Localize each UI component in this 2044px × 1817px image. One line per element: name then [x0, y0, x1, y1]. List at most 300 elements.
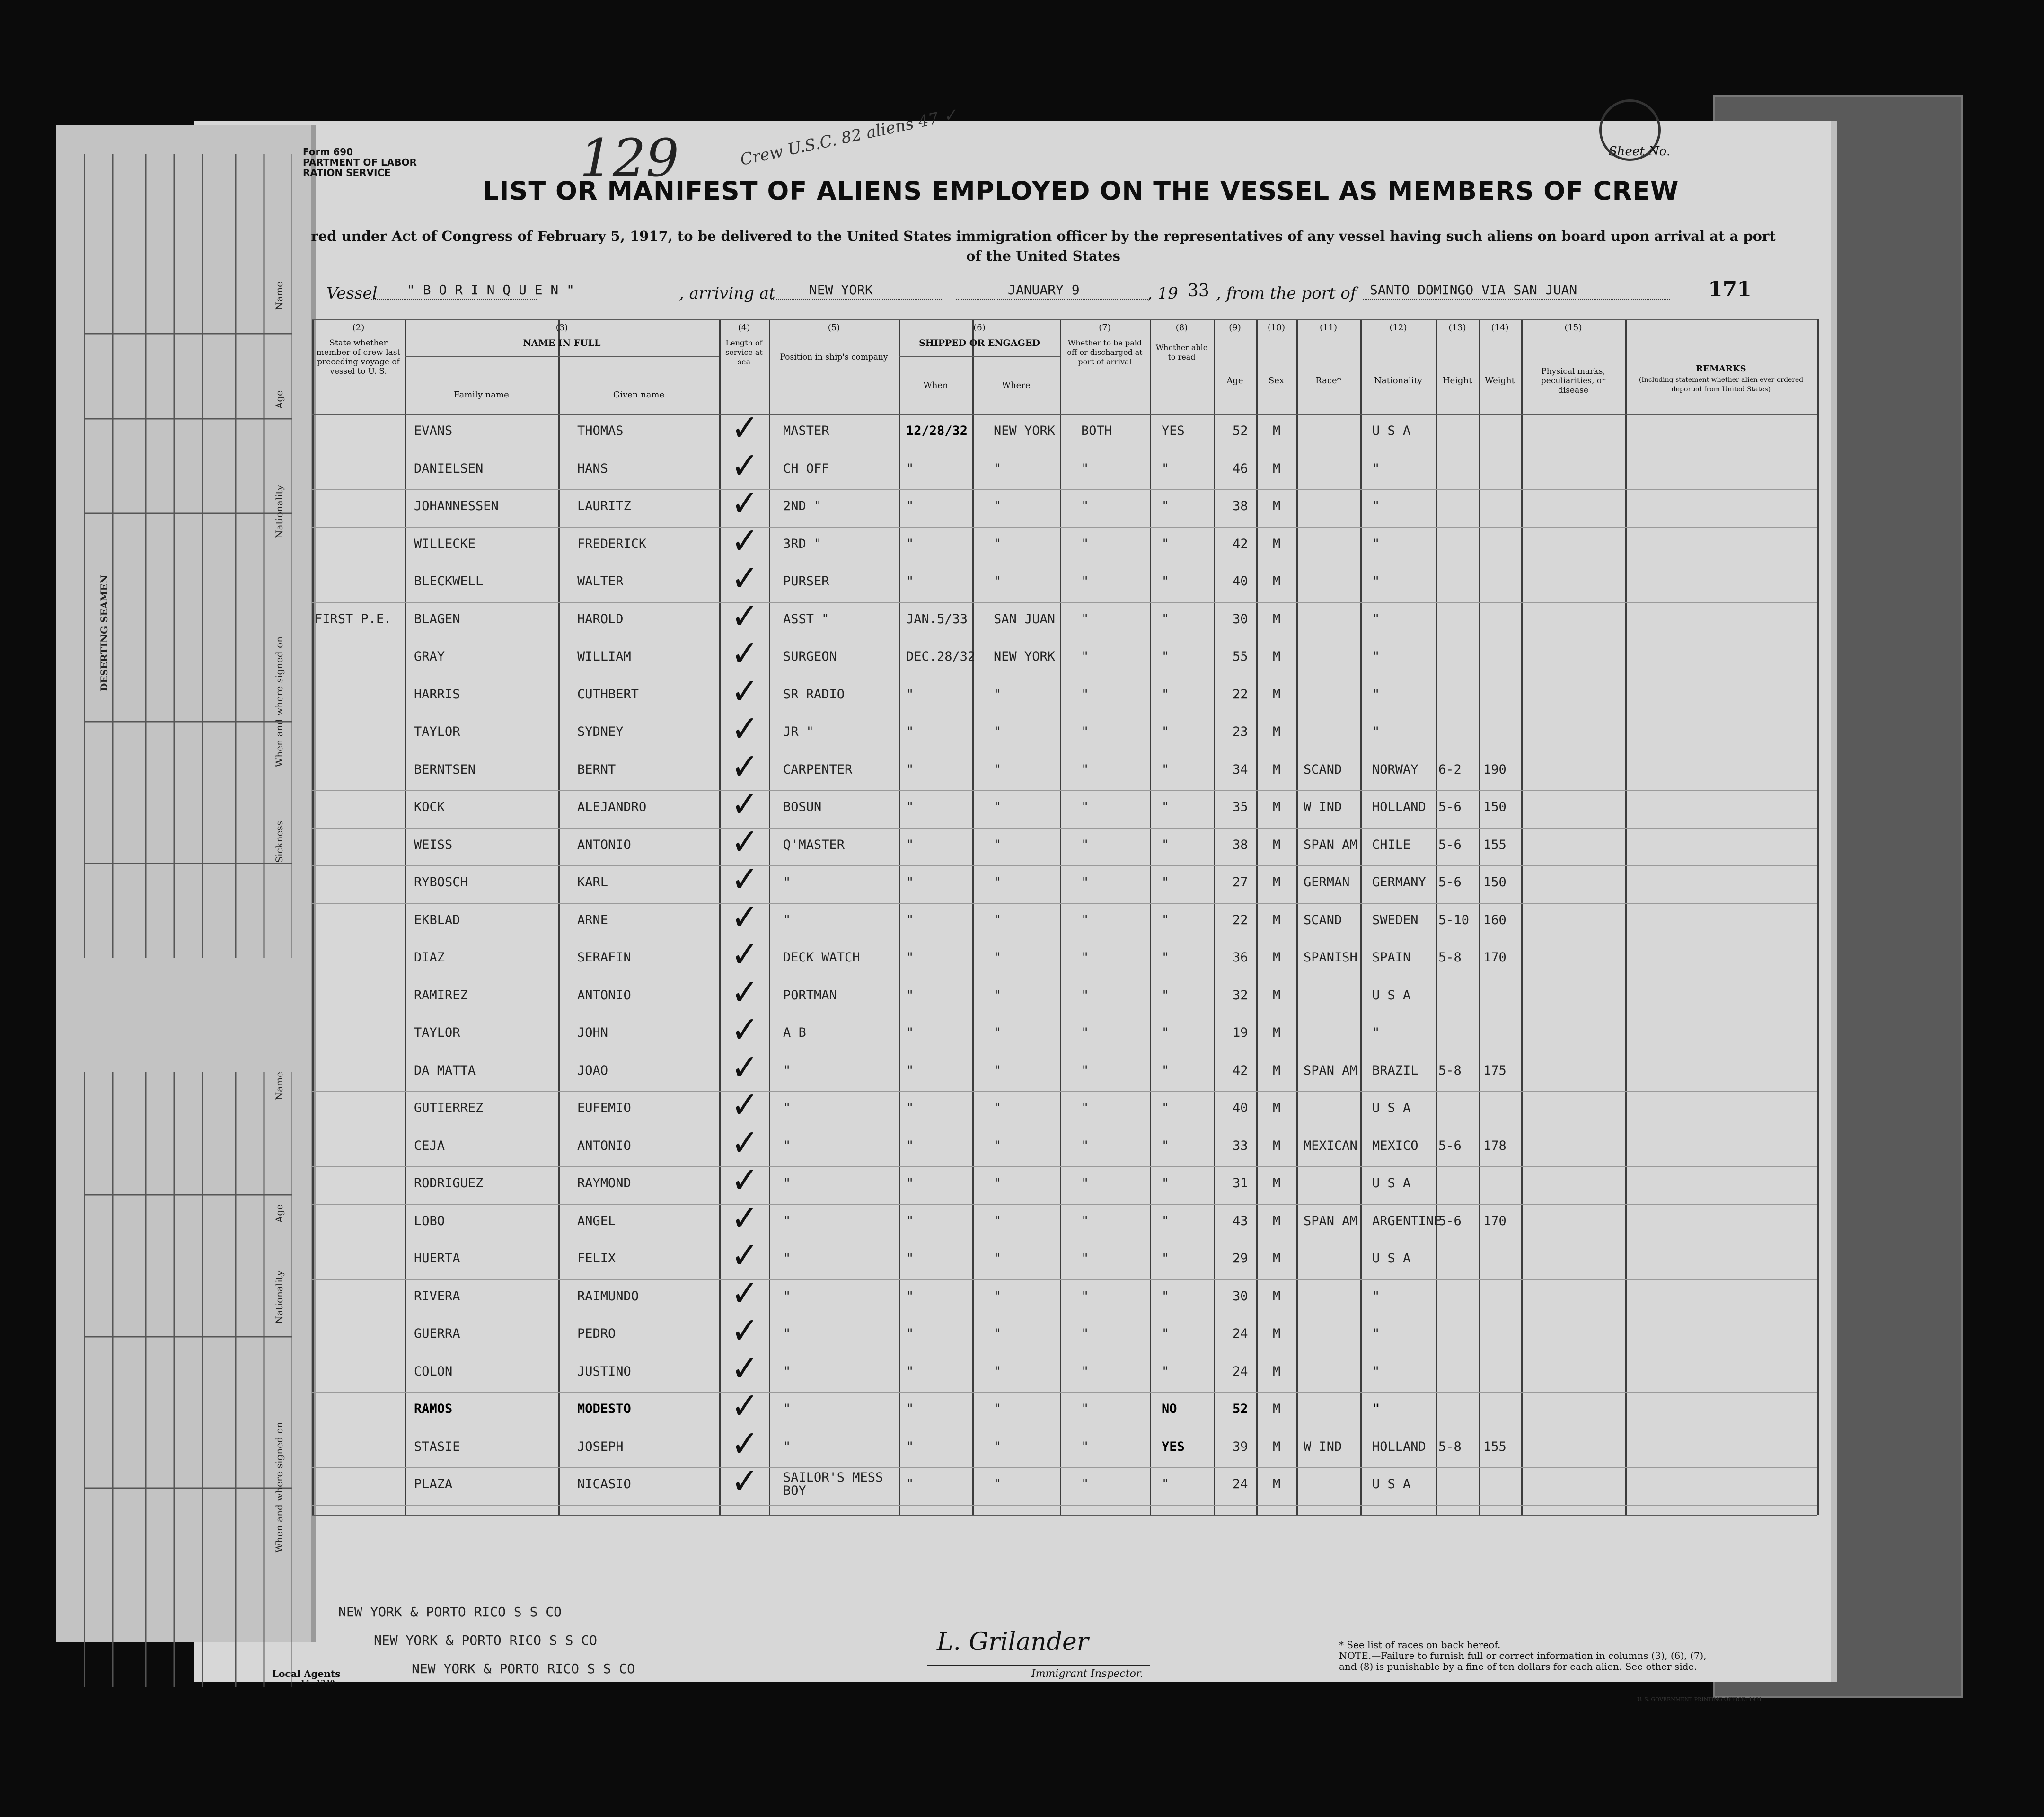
cell-given-name: ALEJANDRO: [577, 800, 647, 814]
cell-given-name: JOHN: [577, 1025, 608, 1040]
cell-where: ": [994, 536, 1002, 551]
cell-where: ": [994, 1176, 1002, 1191]
cell-nationality: ": [1372, 1025, 1380, 1040]
col-head-age: Age: [1226, 376, 1243, 386]
table-row: [312, 933, 1817, 979]
cell-position: JR ": [783, 724, 814, 739]
cell-given-name: PEDRO: [577, 1326, 616, 1341]
cell-where: ": [994, 800, 1002, 814]
cell-paid-off: ": [1081, 837, 1089, 852]
cell-age: 31: [1233, 1176, 1248, 1191]
cell-position: ": [783, 1364, 791, 1379]
cell-given-name: MODESTO: [577, 1402, 631, 1416]
cell-when: ": [906, 1063, 914, 1078]
cell-nationality: U S A: [1372, 1101, 1411, 1115]
footnote-races: * See list of races on back hereof.: [1339, 1639, 1501, 1650]
cell-age: 19: [1233, 1025, 1248, 1040]
cell-when: ": [906, 461, 914, 476]
year-prefix: , 19: [1147, 284, 1178, 303]
cell-position: SURGEON: [783, 649, 837, 664]
cell-position: ": [783, 1213, 791, 1228]
col-num-3: (3): [555, 323, 568, 333]
cell-height: 5-6: [1438, 800, 1462, 814]
table-row: [312, 970, 1817, 1016]
service-check-icon: ✓: [731, 1422, 759, 1465]
cell-age: 39: [1233, 1439, 1248, 1454]
signature-line: [927, 1665, 1150, 1666]
col-num-2: (2): [352, 323, 365, 333]
stub-label-when-where-2: When and where signed on: [273, 1422, 285, 1553]
cell-read: ": [1162, 1251, 1170, 1266]
arrival-date: JANUARY 9: [1008, 282, 1080, 298]
cell-age: 38: [1233, 837, 1248, 852]
service-check-icon: ✓: [731, 970, 759, 1014]
col-num-5: (5): [828, 323, 840, 333]
cell-given-name: NICASIO: [577, 1477, 631, 1491]
cell-paid-off: ": [1081, 687, 1089, 702]
cell-family-name: WILLECKE: [414, 536, 476, 551]
table-row: [312, 1008, 1817, 1054]
cell-paid-off: ": [1081, 499, 1089, 513]
cell-paid-off: ": [1081, 1251, 1089, 1266]
cell-read: ": [1162, 1138, 1170, 1153]
cell-nationality: CHILE: [1372, 837, 1411, 852]
cell-race: SPANISH: [1304, 950, 1357, 965]
cell-read: ": [1162, 988, 1170, 1003]
cell-sex: M: [1273, 423, 1281, 438]
cell-family-name: BLAGEN: [414, 611, 460, 626]
cell-height: 5-6: [1438, 837, 1462, 852]
cell-given-name: SYDNEY: [577, 724, 624, 739]
cell-position: ": [783, 1063, 791, 1078]
cell-weight: 155: [1483, 837, 1507, 852]
form-number-block: [303, 147, 417, 178]
table-row: [312, 1196, 1817, 1242]
cell-nationality: ": [1372, 574, 1380, 589]
cell-paid-off: ": [1081, 1326, 1089, 1341]
cell-given-name: JUSTINO: [577, 1364, 631, 1379]
cell-position: ": [783, 1251, 791, 1266]
cell-position: ASST ": [783, 611, 829, 626]
cell-family-name: BERNTSEN: [414, 762, 476, 777]
cell-read: ": [1162, 1063, 1170, 1078]
sheet-no-label: Sheet No.: [1609, 144, 1671, 159]
stub-label-name: Name: [273, 282, 285, 310]
cell-height: 5-6: [1438, 1213, 1462, 1228]
table-row: [312, 632, 1817, 678]
cell-weight: 150: [1483, 875, 1507, 890]
cell-nationality: ": [1372, 1364, 1380, 1379]
table-row: [312, 1234, 1817, 1279]
service-check-icon: ✓: [731, 481, 759, 525]
col-head-family: Family name: [454, 390, 509, 400]
cell-when: ": [906, 499, 914, 513]
cell-age: 27: [1233, 875, 1248, 890]
cell-nationality: U S A: [1372, 423, 1411, 438]
service-check-icon: ✓: [731, 1121, 759, 1164]
table-row: [312, 556, 1817, 602]
cell-when: ": [906, 762, 914, 777]
cell-when: ": [906, 1288, 914, 1304]
cell-where: ": [994, 1364, 1002, 1379]
cell-position: ": [783, 1138, 791, 1153]
cell-paid-off: ": [1081, 950, 1089, 965]
cell-family-name: RODRIGUEZ: [414, 1176, 484, 1191]
cell-where: ": [994, 762, 1002, 777]
cell-paid-off: ": [1081, 1213, 1089, 1228]
cell-given-name: FELIX: [577, 1251, 616, 1266]
cell-sex: M: [1273, 762, 1281, 777]
cell-when: ": [906, 950, 914, 965]
cell-paid-off: ": [1081, 1288, 1089, 1304]
cell-nationality: SWEDEN: [1372, 912, 1418, 927]
cell-where: ": [994, 1326, 1002, 1341]
cell-when: ": [906, 1251, 914, 1266]
cell-read: ": [1162, 875, 1170, 890]
cell-nationality: U S A: [1372, 988, 1411, 1003]
table-row: [312, 820, 1817, 866]
cell-when: JAN.5/33: [906, 611, 968, 626]
cell-family-name: RIVERA: [414, 1288, 460, 1304]
table-row: [312, 670, 1817, 715]
form-service: RATION SERVICE: [303, 167, 391, 178]
stub-label-nationality: Nationality: [273, 485, 285, 538]
cell-position: ": [783, 912, 791, 927]
cell-nationality: ": [1372, 1402, 1380, 1416]
cell-sex: M: [1273, 1063, 1281, 1078]
cell-age: 29: [1233, 1251, 1248, 1266]
col-num-10: (10): [1268, 323, 1285, 333]
cell-where: ": [994, 724, 1002, 739]
cell-sex: M: [1273, 1025, 1281, 1040]
cell-nationality: ": [1372, 536, 1380, 551]
service-check-icon: ✓: [731, 1083, 759, 1127]
col-head-prev-voyage: State whether member of crew last preceding voyage of vessel to U. S.: [316, 338, 401, 376]
vessel-row: [326, 277, 1784, 304]
cell-when: ": [906, 1439, 914, 1454]
cell-race: SCAND: [1304, 912, 1342, 927]
cell-paid-off: ": [1081, 724, 1089, 739]
cell-race: SPAN AM: [1304, 837, 1357, 852]
cell-paid-off: ": [1081, 1101, 1089, 1115]
cell-when: ": [906, 1402, 914, 1416]
table-row: [312, 519, 1817, 565]
stub-label-age: Age: [273, 390, 285, 409]
cell-sex: M: [1273, 1213, 1281, 1228]
agent-line-2: NEW YORK & PORTO RICO S S CO: [374, 1632, 598, 1648]
cell-given-name: LAURITZ: [577, 499, 631, 513]
cell-nationality: GERMANY: [1372, 875, 1426, 890]
cell-when: ": [906, 687, 914, 702]
service-check-icon: ✓: [731, 1158, 759, 1202]
cell-when: ": [906, 1176, 914, 1191]
cell-where: NEW YORK: [994, 649, 1056, 664]
cell-sex: M: [1273, 1402, 1281, 1416]
table-row: [312, 1158, 1817, 1204]
cell-nationality: ": [1372, 649, 1380, 664]
cell-paid-off: BOTH: [1081, 423, 1112, 438]
cell-nationality: U S A: [1372, 1176, 1411, 1191]
cell-race: MEXICAN: [1304, 1138, 1357, 1153]
cell-race: SPAN AM: [1304, 1063, 1357, 1078]
cell-nationality: ": [1372, 1288, 1380, 1304]
cell-when: ": [906, 1101, 914, 1115]
cell-given-name: WALTER: [577, 574, 624, 589]
col-head-where: Where: [1002, 380, 1031, 390]
cell-weight: 155: [1483, 1439, 1507, 1454]
cell-where: ": [994, 1025, 1002, 1040]
cell-sex: M: [1273, 1477, 1281, 1491]
stub-label-when-where: When and where signed on: [273, 636, 285, 767]
row-rule: [312, 319, 1817, 320]
cell-height: 5-6: [1438, 875, 1462, 890]
cell-sex: M: [1273, 649, 1281, 664]
cell-paid-off: ": [1081, 800, 1089, 814]
form-no: Form 690: [303, 146, 353, 158]
cell-sex: M: [1273, 611, 1281, 626]
cell-when: ": [906, 574, 914, 589]
cell-age: 42: [1233, 1063, 1248, 1078]
table-row: [312, 406, 1817, 452]
cell-sex: M: [1273, 837, 1281, 852]
cell-position: SR RADIO: [783, 687, 845, 702]
cell-paid-off: ": [1081, 536, 1089, 551]
cell-sex: M: [1273, 912, 1281, 927]
cell-position: SAILOR'S MESS BOY: [783, 1470, 883, 1498]
col-head-physical: Physical marks, peculiarities, or disease: [1541, 367, 1606, 395]
cell-given-name: ANGEL: [577, 1213, 616, 1228]
cell-family-name: TAYLOR: [414, 724, 460, 739]
col-head-position: Position in ship's company: [780, 353, 888, 362]
cell-sex: M: [1273, 687, 1281, 702]
cell-where: ": [994, 1402, 1002, 1416]
cell-given-name: ANTONIO: [577, 988, 631, 1003]
stub-grid-bottom: [84, 1072, 292, 1687]
cell-family-name: DANIELSEN: [414, 461, 484, 476]
table-row: [312, 1083, 1817, 1129]
cell-age: 46: [1233, 461, 1248, 476]
table-row: [312, 1121, 1817, 1167]
cell-family-name: KOCK: [414, 800, 445, 814]
arriving-label: , arriving at: [679, 284, 775, 303]
cell-family-name: RAMOS: [414, 1402, 453, 1416]
stub-label-name-2: Name: [273, 1072, 285, 1101]
cell-age: 22: [1233, 687, 1248, 702]
cell-where: ": [994, 1101, 1002, 1115]
local-agents-label: [272, 1668, 340, 1687]
cell-sex: M: [1273, 1138, 1281, 1153]
table-row: [312, 1384, 1817, 1430]
cell-position: CARPENTER: [783, 762, 853, 777]
cell-paid-off: ": [1081, 1439, 1089, 1454]
service-check-icon: ✓: [731, 745, 759, 788]
stub-label-sickness: Sickness: [273, 821, 285, 863]
cell-age: 40: [1233, 1101, 1248, 1115]
cell-where: ": [994, 912, 1002, 927]
inspector-label: Immigrant Inspector.: [1031, 1668, 1143, 1680]
cell-read: YES: [1162, 423, 1185, 438]
cell-family-name: DIAZ: [414, 950, 445, 965]
cell-position: PORTMAN: [783, 988, 837, 1003]
col-num-15: (15): [1564, 323, 1582, 333]
service-check-icon: ✓: [731, 1271, 759, 1314]
cell-weight: 170: [1483, 1213, 1507, 1228]
col-head-nationality: Nationality: [1374, 376, 1422, 386]
handwritten-number: 129: [580, 128, 679, 188]
cell-where: ": [994, 950, 1002, 965]
cell-height: 6-2: [1438, 762, 1462, 777]
cell-when: 12/28/32: [906, 423, 968, 438]
service-check-icon: ✓: [731, 707, 759, 750]
col-head-weight: Weight: [1485, 376, 1515, 386]
document-title: LIST OR MANIFEST OF ALIENS EMPLOYED ON THE VESSEL AS MEMBERS OF CREW: [483, 176, 1679, 206]
cell-race: W IND: [1304, 1439, 1342, 1454]
cell-where: ": [994, 499, 1002, 513]
vessel-label: Vessel: [326, 284, 378, 303]
cell-age: 30: [1233, 611, 1248, 626]
cell-sex: M: [1273, 536, 1281, 551]
cell-nationality: ": [1372, 499, 1380, 513]
footnote-note: NOTE.—Failure to furnish full or correct information in columns (3), (6), (7), and (8) is punishable by a fine of ten dollars for each alien. See other side.: [1339, 1650, 1707, 1672]
service-check-icon: ✓: [731, 1234, 759, 1277]
cell-nationality: BRAZIL: [1372, 1063, 1418, 1078]
cell-family-name: STASIE: [414, 1439, 460, 1454]
cell-sex: M: [1273, 1439, 1281, 1454]
cell-family-name: EVANS: [414, 423, 453, 438]
cell-weight: 160: [1483, 912, 1507, 927]
col-num-8: (8): [1175, 323, 1188, 333]
cell-sex: M: [1273, 724, 1281, 739]
cell-position: A B: [783, 1025, 806, 1040]
cell-family-name: EKBLAD: [414, 912, 460, 927]
cell-race: W IND: [1304, 800, 1342, 814]
cell-family-name: COLON: [414, 1364, 453, 1379]
col-num-13: (13): [1448, 323, 1466, 333]
arrival-port: NEW YORK: [809, 282, 873, 298]
col-head-paid-off: Whether to be paid off or discharged at port of arrival: [1067, 338, 1143, 366]
cell-given-name: EUFEMIO: [577, 1101, 631, 1115]
table-row: [312, 1347, 1817, 1393]
cell-nationality: ": [1372, 1326, 1380, 1341]
cell-where: ": [994, 687, 1002, 702]
col-head-shipped: SHIPPED OR ENGAGED: [919, 338, 1040, 348]
cell-age: 33: [1233, 1138, 1248, 1153]
cell-read: ": [1162, 1025, 1170, 1040]
cell-nationality: ": [1372, 461, 1380, 476]
cell-given-name: RAYMOND: [577, 1176, 631, 1191]
cell-read: ": [1162, 800, 1170, 814]
cell-nationality: ": [1372, 724, 1380, 739]
table-row: [312, 1046, 1817, 1092]
cell-height: 5-6: [1438, 1138, 1462, 1153]
cell-family-name: JOHANNESSEN: [414, 499, 499, 513]
table-row: [312, 707, 1817, 753]
cell-height: 5-8: [1438, 1439, 1462, 1454]
col-num-14: (14): [1491, 323, 1509, 333]
cell-paid-off: ": [1081, 1176, 1089, 1191]
cell-when: ": [906, 1364, 914, 1379]
service-check-icon: ✓: [731, 594, 759, 637]
cell-family-name: TAYLOR: [414, 1025, 460, 1040]
cell-age: 52: [1233, 423, 1248, 438]
cell-where: ": [994, 1439, 1002, 1454]
cell-read: ": [1162, 687, 1170, 702]
cell-height: 5-8: [1438, 1063, 1462, 1078]
cell-given-name: SERAFIN: [577, 950, 631, 965]
cell-read: ": [1162, 1326, 1170, 1341]
cell-sex: M: [1273, 800, 1281, 814]
cell-paid-off: ": [1081, 461, 1089, 476]
cell-height: 5-8: [1438, 950, 1462, 965]
row-rule: [312, 1515, 1817, 1516]
cell-when: ": [906, 875, 914, 890]
cell-read: ": [1162, 1477, 1170, 1491]
service-check-icon: ✓: [731, 670, 759, 713]
cell-sex: M: [1273, 461, 1281, 476]
cell-where: ": [994, 1288, 1002, 1304]
page-edge: [1831, 121, 1837, 1682]
cell-given-name: WILLIAM: [577, 649, 631, 664]
table-row: [312, 1422, 1817, 1468]
service-check-icon: ✓: [731, 1459, 759, 1503]
service-check-icon: ✓: [731, 857, 759, 901]
col-head-sex: Sex: [1268, 376, 1285, 386]
col-head-name: NAME IN FULL: [523, 338, 601, 348]
cell-sex: M: [1273, 499, 1281, 513]
service-check-icon: ✓: [731, 632, 759, 675]
col-num-9: (9): [1229, 323, 1241, 333]
cell-position: MASTER: [783, 423, 829, 438]
cell-nationality: NORWAY: [1372, 762, 1418, 777]
cell-race: SPAN AM: [1304, 1213, 1357, 1228]
cell-paid-off: ": [1081, 762, 1089, 777]
deserting-seamen-stub: [56, 125, 316, 1642]
cell-height: 5-10: [1438, 912, 1470, 927]
cell-read: ": [1162, 611, 1170, 626]
service-check-icon: ✓: [731, 1046, 759, 1089]
service-check-icon: ✓: [731, 519, 759, 562]
agent-line-1: NEW YORK & PORTO RICO S S CO: [338, 1604, 562, 1620]
cell-family-name: GRAY: [414, 649, 445, 664]
stub-label-age-2: Age: [273, 1204, 285, 1223]
cell-read: ": [1162, 1101, 1170, 1115]
cell-weight: 178: [1483, 1138, 1507, 1153]
inspector-signature: L. Grilander: [937, 1628, 1089, 1656]
cell-age: 38: [1233, 499, 1248, 513]
cell-nationality: SPAIN: [1372, 950, 1411, 965]
table-row: [312, 594, 1817, 640]
cell-sex: M: [1273, 988, 1281, 1003]
cell-position: ": [783, 1288, 791, 1304]
cell-where: ": [994, 1063, 1002, 1078]
cell-read: ": [1162, 536, 1170, 551]
cell-family-name: RAMIREZ: [414, 988, 468, 1003]
cell-given-name: KARL: [577, 875, 608, 890]
document-subtitle: red under Act of Congress of February 5, 1917, to be delivered to the United States immigration officer by the representatives of any vessel having such aliens on board upon arrival at a port of the United States: [311, 228, 1776, 264]
cell-where: ": [994, 1251, 1002, 1266]
cell-given-name: JOSEPH: [577, 1439, 624, 1454]
arrival-year: 33: [1188, 281, 1209, 300]
service-check-icon: ✓: [731, 1347, 759, 1390]
cell-when: ": [906, 1477, 914, 1491]
table-row: [312, 1459, 1817, 1505]
cell-read: ": [1162, 461, 1170, 476]
col-num-12: (12): [1389, 323, 1407, 333]
cell-read: ": [1162, 912, 1170, 927]
cell-position: 2ND ": [783, 499, 822, 513]
row-rule: [899, 356, 1060, 357]
cell-position: ": [783, 1101, 791, 1115]
